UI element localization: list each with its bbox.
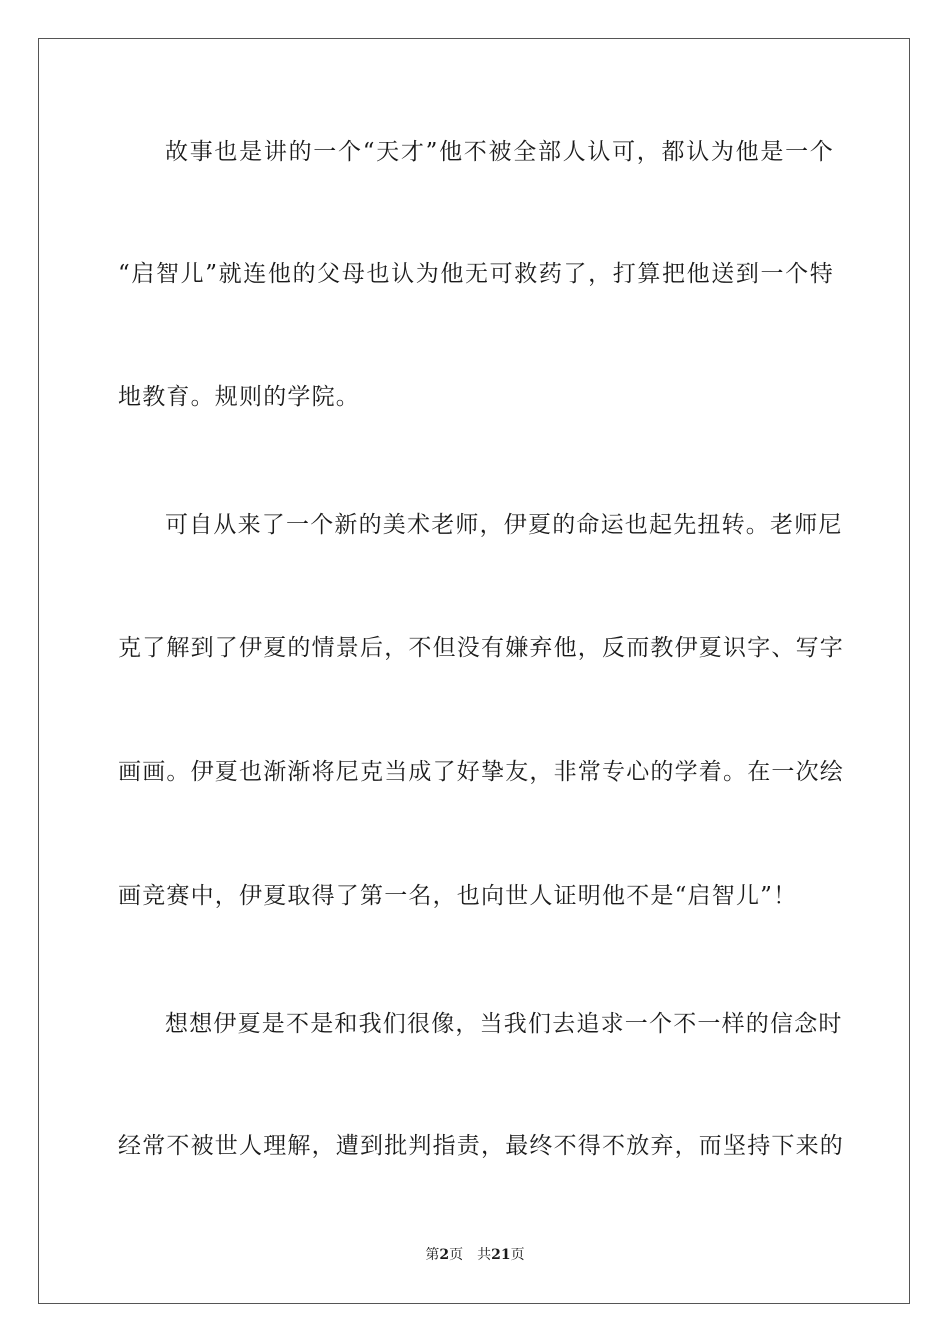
paragraph-1-line-1: 故事也是讲的一个“天才”他不被全部人认可，都认为他是一个 — [165, 139, 834, 165]
paragraph-3-line-1: 想想伊夏是不是和我们很像，当我们去追求一个不一样的信念时 — [165, 1011, 843, 1037]
total-prefix: 共 — [477, 1247, 492, 1263]
paragraph-3-line-2: 经常不被世人理解，遭到批判指责，最终不得不放弃，而坚持下来的 — [118, 1133, 844, 1159]
page-total — [477, 1246, 524, 1264]
current-page: 2 — [439, 1247, 450, 1263]
paragraph-2-line-4: 画竞赛中，伊夏取得了第一名，也向世人证明他不是“启智儿”！ — [118, 883, 798, 909]
total-suffix: 页 — [510, 1247, 525, 1263]
page-footer — [0, 1246, 950, 1264]
page-prefix: 第 — [425, 1247, 440, 1263]
paragraph-1-line-2: “启智儿”就连他的父母也认为他无可救药了，打算把他送到一个特 — [118, 261, 834, 287]
page-border — [38, 38, 910, 1304]
total-pages: 21 — [491, 1247, 511, 1263]
paragraph-2-line-2: 克了解到了伊夏的情景后，不但没有嫌弃他，反而教伊夏识字、写字 — [118, 635, 844, 661]
page-suffix: 页 — [449, 1247, 464, 1263]
page-number — [425, 1246, 463, 1264]
paragraph-2-line-3: 画画。伊夏也渐渐将尼克当成了好挚友，非常专心的学着。在一次绘 — [118, 759, 844, 785]
paragraph-2-line-1: 可自从来了一个新的美术老师，伊夏的命运也起先扭转。老师尼 — [165, 512, 843, 538]
paragraph-1-line-3: 地教育。规则的学院。 — [118, 384, 360, 410]
